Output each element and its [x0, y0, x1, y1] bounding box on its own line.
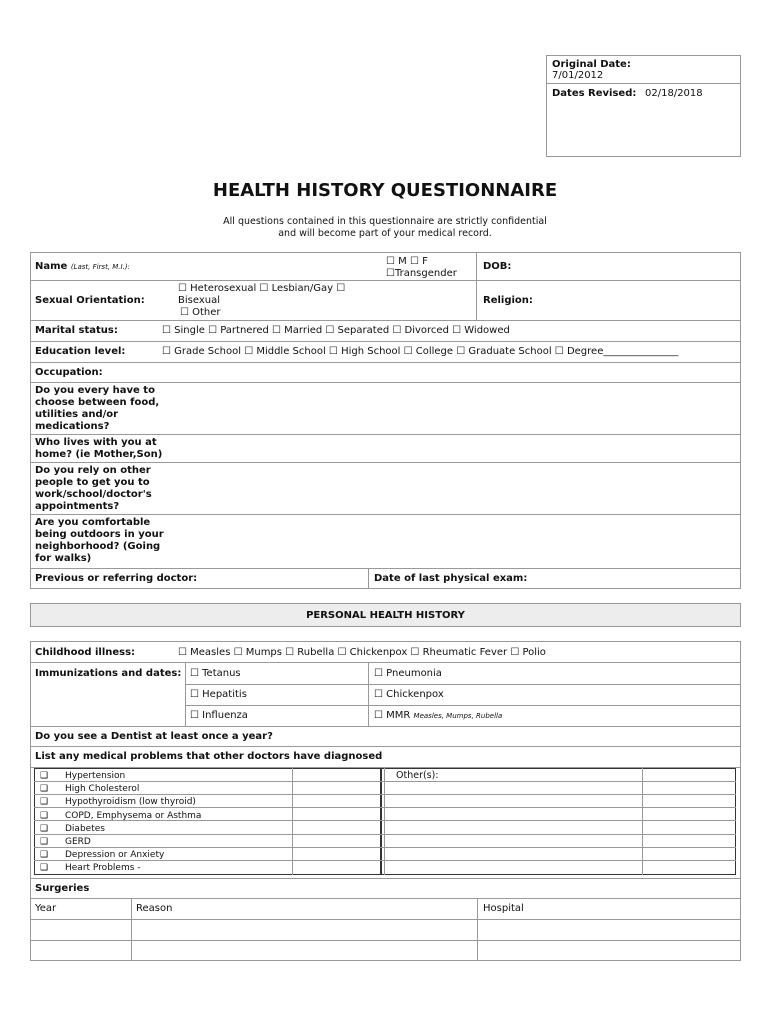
lives-with-question: Who lives with you at home? (ie Mother,Son)	[35, 437, 163, 460]
subtitle-line-2: and will become part of your medical record.	[278, 228, 492, 239]
others-label: Other(s):	[396, 770, 439, 781]
previous-doctor-label: Previous or referring doctor:	[35, 573, 198, 584]
childhood-illness-options[interactable]: ☐ Measles ☐ Mumps ☐ Rubella ☐ Chickenpox ☐ Rheumatic Fever ☐ Polio	[178, 647, 546, 658]
orientation-options-line-3[interactable]: ☐ Other	[180, 307, 221, 318]
surgery-reason-header: Reason	[136, 903, 173, 914]
surgery-hospital-header: Hospital	[483, 903, 524, 914]
problem-item-heart-problems[interactable]: ❑ Heart Problems -	[40, 863, 141, 874]
food-choice-question: Do you every have to choose between food, utilities and/or medications?	[35, 385, 160, 432]
original-date-value: 7/01/2012	[552, 70, 604, 81]
outdoors-question: Are you comfortable being outdoors in your neighborhood? (Going for walks)	[35, 517, 164, 564]
medical-problems-label: List any medical problems that other doctors have diagnosed	[35, 751, 383, 762]
dates-revised-value: 02/18/2018	[645, 88, 703, 99]
immunization-pneumonia[interactable]: ☐ Pneumonia	[374, 668, 442, 679]
dates-revised-label: Dates Revised:	[552, 88, 637, 99]
immunizations-label: Immunizations and dates:	[35, 668, 182, 679]
problem-item-gerd[interactable]: ❑ GERD	[40, 837, 91, 848]
personal-health-history-title: PERSONAL HEALTH HISTORY	[306, 610, 465, 621]
problem-list	[40, 770, 201, 876]
original-date-label: Original Date:	[552, 59, 631, 70]
education-level-label: Education level:	[35, 346, 126, 357]
mmr-note: Measles, Mumps, Rubella	[413, 712, 503, 720]
religion-label: Religion:	[483, 295, 533, 306]
problem-item-copd[interactable]: ❑ COPD, Emphysema or Asthma	[40, 810, 202, 821]
problem-item-diabetes[interactable]: ❑ Diabetes	[40, 823, 105, 834]
name-label: Name (Last, First, M.I.):	[35, 261, 130, 272]
problem-item-depression[interactable]: ❑ Depression or Anxiety	[40, 850, 165, 861]
surgeries-label: Surgeries	[35, 883, 90, 894]
rely-on-others-question: Do you rely on other people to get you to work/school/doctor's appointments?	[35, 465, 152, 512]
immunization-influenza[interactable]: ☐ Influenza	[190, 710, 248, 721]
sexual-orientation-label: Sexual Orientation:	[35, 295, 145, 306]
problem-item-hypertension[interactable]: ❑ Hypertension	[40, 771, 126, 781]
dob-label: DOB:	[483, 261, 512, 272]
dentist-question: Do you see a Dentist at least once a year?	[35, 731, 273, 742]
childhood-illness-label: Childhood illness:	[35, 647, 136, 658]
problem-item-hypothyroidism[interactable]: ❑ Hypothyroidism (low thyroid)	[40, 797, 196, 808]
page-title: HEALTH HISTORY QUESTIONNAIRE	[212, 180, 558, 201]
occupation-label: Occupation:	[35, 367, 103, 378]
immunization-hepatitis[interactable]: ☐ Hepatitis	[190, 689, 247, 700]
gender-transgender-option[interactable]: ☐Transgender	[386, 268, 457, 279]
immunization-mmr[interactable]: ☐ MMR Measles, Mumps, Rubella	[374, 710, 503, 721]
orientation-options-line-2[interactable]: Bisexual	[178, 295, 220, 306]
last-physical-exam-label: Date of last physical exam:	[374, 573, 528, 584]
immunization-chickenpox[interactable]: ☐ Chickenpox	[374, 689, 444, 700]
subtitle-line-1: All questions contained in this questionnaire are strictly confidential	[223, 216, 547, 227]
marital-status-options[interactable]: ☐ Single ☐ Partnered ☐ Married ☐ Separated ☐ Divorced ☐ Widowed	[162, 325, 510, 336]
problem-item-high-cholesterol[interactable]: ❑ High Cholesterol	[40, 784, 140, 795]
marital-status-label: Marital status:	[35, 325, 118, 336]
orientation-options-line-1[interactable]: ☐ Heterosexual ☐ Lesbian/Gay ☐	[178, 283, 346, 294]
name-hint: (Last, First, M.I.):	[70, 263, 130, 271]
education-level-options[interactable]: ☐ Grade School ☐ Middle School ☐ High School ☐ College ☐ Graduate School ☐ Degree_______________	[162, 346, 679, 357]
immunization-tetanus[interactable]: ☐ Tetanus	[190, 668, 241, 679]
gender-options[interactable]: ☐ M ☐ F	[386, 256, 428, 267]
surgery-year-header: Year	[35, 903, 57, 914]
